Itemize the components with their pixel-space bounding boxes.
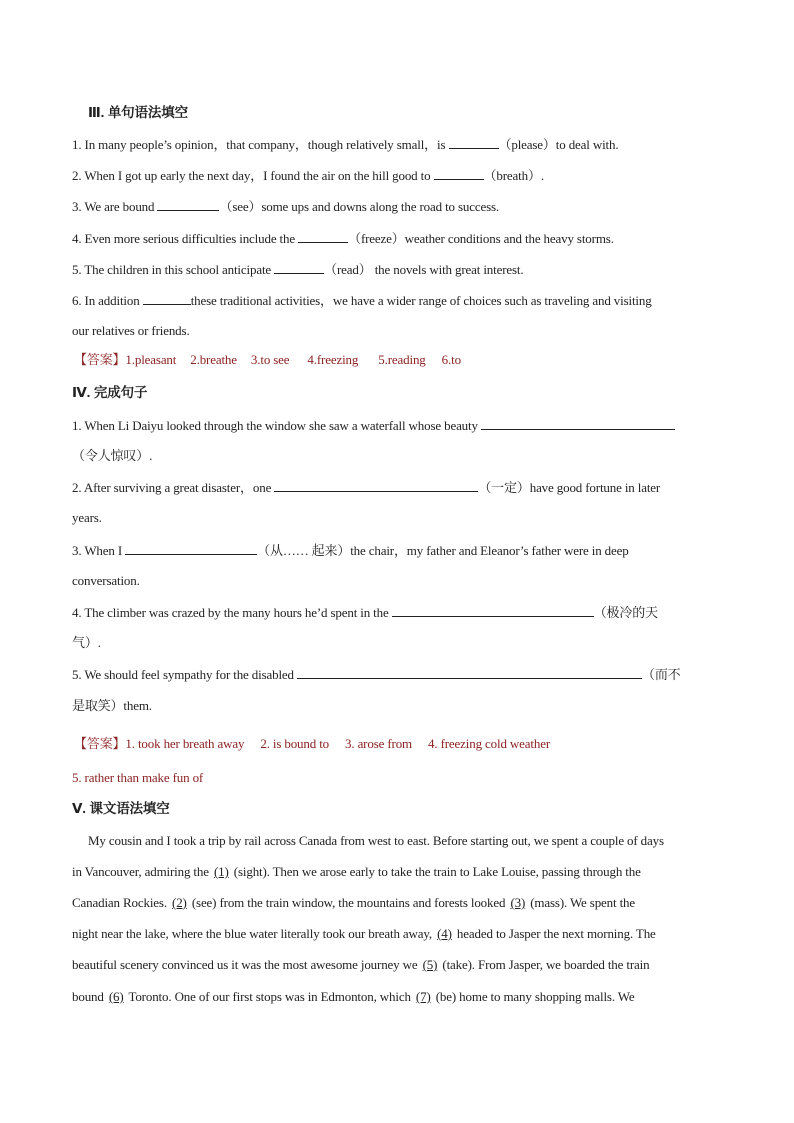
s4-q5-blank[interactable] [297,665,642,679]
passage-l4-a: night near the lake, where the blue water literally took our breath away, [72,926,436,941]
passage-l3-b: (see) from the train window, the mountains and forests looked [188,895,509,910]
s3-question-1 [72,135,618,154]
s3-q5-text-a: 5. The children in this school anticipate [72,262,275,277]
s4-answer-5: 5. rather than make fun of [72,770,204,785]
s3-q3-blank[interactable] [157,197,219,211]
blank-7[interactable]: (7) [415,989,431,1004]
s4-question-5-cont: 是取笑）them. [72,698,152,713]
s4-q1-text-a: 1. When Li Daiyu looked through the window she saw a waterfall whose beauty [72,418,481,433]
s4-answer-3: 3. arose from [345,736,413,751]
s3-answer-tag: 【答案】 [74,352,126,367]
s3-q2-text-b: （breath）. [483,168,544,183]
s3-question-5 [72,260,524,279]
s3-answer-5: 5.reading [378,352,426,367]
s4-question-1 [72,416,675,435]
s4-q4-text-a: 4. The climber was crazed by the many hours he’d spent in the [72,605,392,620]
s4-q3-text-a: 3. When I [72,543,126,558]
s3-answer-3: 3.to see [250,352,290,367]
section-3-title: Ⅲ. 单句语法填空 [88,105,188,120]
s3-question-4 [72,229,614,248]
s4-q2-text-b: （一定）have good fortune in later [478,480,661,495]
s3-question-6-cont: our relatives or friends. [72,323,190,338]
blank-1[interactable]: (1) [213,864,229,879]
s4-q2-text-a: 2. After surviving a great disaster，one [72,480,275,495]
s4-question-2-cont: years. [72,510,102,525]
s4-answer-4: 4. freezing cold weather [428,736,551,751]
passage-l2-b: (sight). Then we arose early to take the train to Lake Louise, passing through the [230,864,641,879]
s4-answer-1: 1. took her breath away [125,736,245,751]
passage-l6-c: (be) home to many shopping malls. We [432,989,635,1004]
s4-question-1-cont: （令人惊叹）. [72,448,153,463]
s3-q2-blank[interactable] [434,166,484,180]
s4-question-5 [72,665,681,684]
s4-q2-blank[interactable] [274,478,478,492]
passage-l6-b: Toronto. One of our first stops was in Edmonton, which [125,989,414,1004]
s4-question-4-cont: 气）. [72,635,101,650]
passage-line-3 [72,894,635,912]
s3-answer-1: 1.pleasant [125,352,177,367]
s3-q4-blank[interactable] [298,229,348,243]
blank-3[interactable]: (3) [510,895,526,910]
s3-question-3 [72,197,499,216]
s4-q4-text-b: （极冷的天 [593,605,658,620]
passage-line-6 [72,988,635,1006]
s3-q1-blank[interactable] [449,135,499,149]
s4-q5-text-b: （而不 [641,667,681,682]
s4-question-2 [72,478,660,497]
s4-question-4 [72,603,658,622]
s3-q3-text-b: （see）some ups and downs along the road to success. [219,199,500,214]
passage-line-5 [72,956,649,974]
passage-line-2 [72,863,641,881]
blank-5[interactable]: (5) [422,957,438,972]
passage-l4-b: headed to Jasper the next morning. The [453,926,656,941]
passage-l6-a: bound [72,989,107,1004]
s3-answer-4: 4.freezing [307,352,359,367]
s4-answer-tag: 【答案】 [74,736,126,751]
s4-q3-text-b: （从…… 起来）the chair，my father and Eleanor’s father were in deep [257,543,629,558]
s3-q6-blank[interactable] [143,291,191,305]
passage-line-1: My cousin and I took a trip by rail across Canada from west to east. Before starting out, we spent a couple of days [88,833,664,848]
section-5-title: Ⅴ. 课文语法填空 [72,801,170,816]
s3-q4-text-a: 4. Even more serious difficulties include the [72,231,299,246]
s3-question-6 [72,291,652,310]
s3-q6-text-b: these traditional activities，we have a wider range of choices such as traveling and visiting [190,293,652,308]
section-4-title: Ⅳ. 完成句子 [72,385,148,400]
passage-l5-b: (take). From Jasper, we boarded the train [439,957,650,972]
s3-q1-text-a: 1. In many people’s opinion，that company，though relatively small，is [72,137,449,152]
passage-l3-a: Canadian Rockies. [72,895,171,910]
s3-q6-text-a: 6. In addition [72,293,143,308]
s4-answer-line [74,735,550,753]
blank-2[interactable]: (2) [172,895,187,910]
s3-q5-blank[interactable] [274,260,324,274]
blank-4[interactable]: (4) [437,926,452,941]
s4-q4-blank[interactable] [392,603,594,617]
s3-q4-text-b: （freeze）weather conditions and the heavy storms. [348,231,614,246]
s3-q1-text-b: （please）to deal with. [498,137,619,152]
passage-l2-a: in Vancouver, admiring the [72,864,212,879]
s4-q5-text-a: 5. We should feel sympathy for the disabled [72,667,297,682]
s3-q3-text-a: 3. We are bound [72,199,158,214]
s4-q3-blank[interactable] [125,541,257,555]
s3-answer-6: 6.to [441,352,461,367]
s4-question-3-cont: conversation. [72,573,140,588]
s3-q2-text-a: 2. When I got up early the next day，I found the air on the hill good to [72,168,434,183]
s4-question-3 [72,541,629,560]
s3-question-2 [72,166,544,185]
passage-l5-a: beautiful scenery convinced us it was the most awesome journey we [72,957,421,972]
passage-l3-c: (mass). We spent the [527,895,636,910]
s3-answer-2: 2.breathe [190,352,237,367]
s4-answer-2: 2. is bound to [260,736,330,751]
blank-6[interactable]: (6) [108,989,124,1004]
s3-answer-line [74,351,461,369]
passage-line-4 [72,925,656,943]
s4-q1-blank[interactable] [481,416,675,430]
s3-q5-text-b: （read） the novels with great interest. [324,262,524,277]
